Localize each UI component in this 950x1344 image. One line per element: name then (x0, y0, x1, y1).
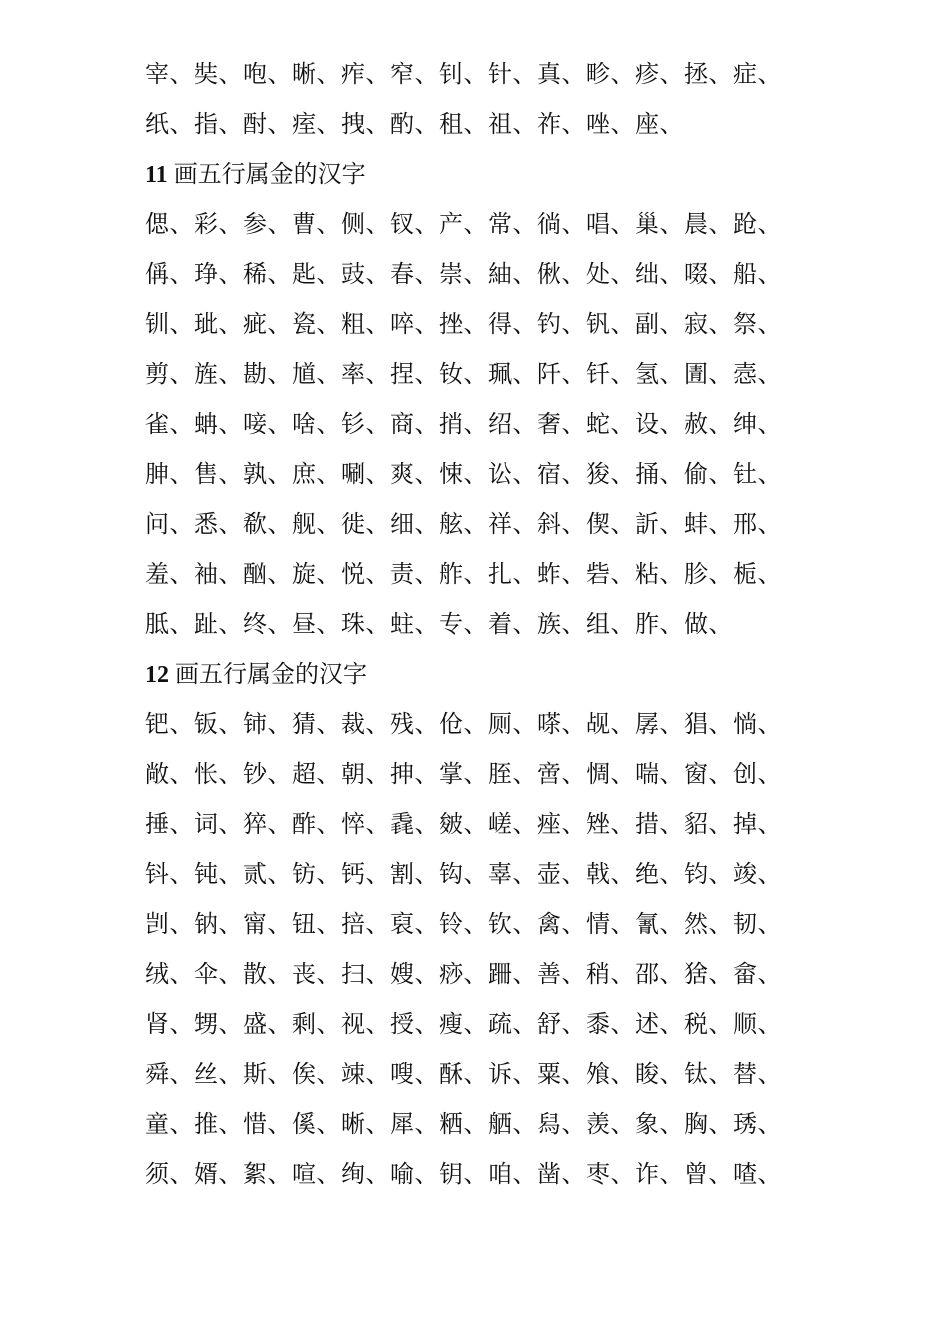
text-line: 钯、钣、铈、猜、裁、残、伧、厕、嗏、觇、孱、猖、惝、 (145, 710, 782, 738)
section-number: 12 (145, 662, 169, 688)
text-line: 宰、奘、咆、晰、痄、窄、钊、针、真、畛、疹、拯、症、 (145, 60, 782, 88)
text-line: 胂、售、孰、庶、唰、爽、悚、讼、宿、狻、捅、偷、钍、 (145, 460, 782, 488)
text-line: 问、悉、欷、舰、徙、细、舷、祥、斜、偰、訢、蚌、邢、 (145, 510, 782, 538)
text-line: 剪、旌、勘、馗、率、捏、钕、珮、阡、钎、氢、圊、悫、 (145, 360, 782, 388)
section-heading-12 (145, 649, 845, 699)
text-line: 钏、玼、疵、瓷、粗、啐、挫、得、钓、钒、副、寂、祭、 (145, 310, 782, 338)
text-line: 偲、彩、参、曹、侧、钗、产、常、徜、唱、巢、晨、跄、 (145, 210, 782, 238)
text-line: 舜、丝、斯、俟、竦、嗖、酥、诉、粟、飧、睃、钛、替、 (145, 1060, 782, 1088)
text-line: 捶、词、猝、酢、悴、毳、皴、嵯、痤、矬、措、貂、掉、 (145, 810, 782, 838)
text-line: 肾、甥、盛、剩、视、授、瘦、疏、舒、黍、述、税、顺、 (145, 1010, 782, 1038)
text-line: 雀、蚺、唼、啥、钐、商、捎、绍、奢、蛇、设、赦、绅、 (145, 410, 782, 438)
text-line: 胝、趾、终、昼、珠、蛀、专、着、族、组、胙、做、 (145, 610, 733, 638)
text-line: 羞、袖、酗、旋、悦、责、舴、扎、蚱、砦、粘、胗、栀、 (145, 560, 782, 588)
section-heading-11 (145, 149, 845, 199)
section-number: 11 (145, 162, 168, 188)
document-body (145, 49, 845, 1199)
text-line: 须、婿、絮、喧、绚、喻、钥、咱、凿、枣、诈、曾、喳、 (145, 1160, 782, 1188)
text-line: 纸、指、酎、痓、拽、酌、租、祖、祚、唑、座、 (145, 110, 684, 138)
text-line: 童、推、惜、傒、晰、犀、粞、舾、舄、羡、象、胸、琇、 (145, 1110, 782, 1138)
text-line: 绒、伞、散、丧、扫、嫂、痧、跚、善、稍、邵、猞、畲、 (145, 960, 782, 988)
section-title: 画五行属金的汉字 (173, 160, 366, 188)
text-line: 偁、琤、稀、匙、豉、春、崇、紬、偢、处、绌、啜、船、 (145, 260, 782, 288)
text-line: 钭、钝、贰、钫、钙、割、钩、辜、壶、戟、绝、钧、竣、 (145, 860, 782, 888)
text-line: 剀、钠、甯、钮、掊、裒、铃、钦、禽、情、氰、然、韧、 (145, 910, 782, 938)
text-line: 敞、怅、钞、超、朝、抻、掌、胵、啻、惆、喘、窗、创、 (145, 760, 782, 788)
section-title: 画五行属金的汉字 (175, 660, 367, 688)
